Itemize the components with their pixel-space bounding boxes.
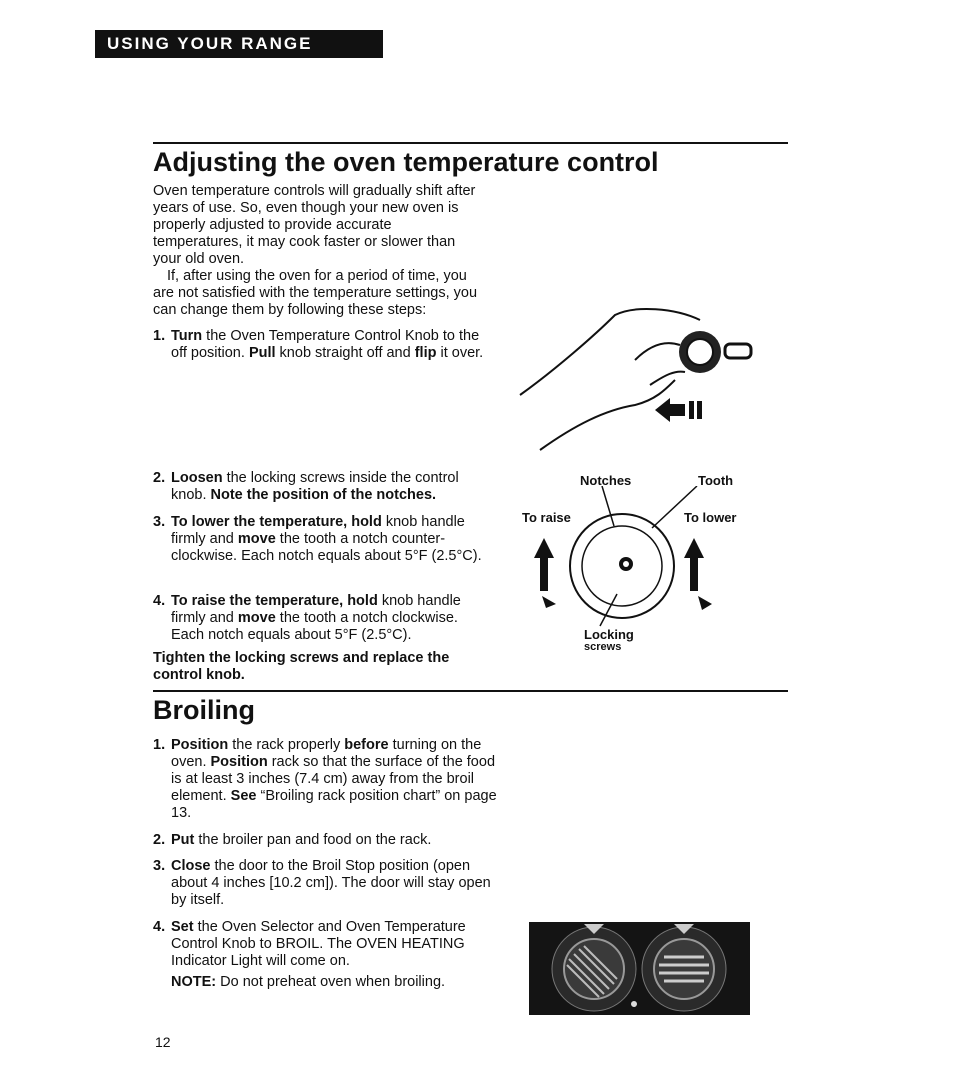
broil-step-3: 3. Close the door to the Broil Stop position (open about 4 inches [10.2 cm]). The door will stay open by itself. — [153, 858, 491, 908]
page-number: 12 — [155, 1034, 171, 1050]
oven-step-4: 4. To raise the temperature, hold knob handle firmly and move the tooth a notch clockwise. Each notch equals about 5°F (2.5°C). — [153, 593, 461, 643]
broil-step-2: 2. Put the broiler pan and food on the rack. — [153, 832, 432, 848]
step-number: 1. — [153, 737, 166, 753]
step-number: 3. — [153, 514, 166, 530]
section-title-oven-temp: Adjusting the oven temperature control — [153, 147, 659, 177]
oven-step-3: 3. To lower the temperature, hold knob handle firmly and move the tooth a notch counter-clockwise. Each notch equals about 5°F (2.5°C). — [153, 514, 482, 564]
section-divider — [153, 142, 788, 144]
broil-knobs-photo — [529, 922, 750, 1015]
section-title-broiling: Broiling — [153, 695, 255, 725]
intro-paragraph-2: If, after using the oven for a period of time, you are not satisfied with the temperature settings, you can change them by following these steps: — [153, 268, 478, 318]
section-divider — [153, 690, 788, 692]
closing-instruction: Tighten the locking screws and replace the control knob. — [153, 650, 450, 683]
hand-pulling-knob-illustration — [515, 300, 765, 455]
label-to-raise: To raise — [522, 510, 571, 525]
broil-step-4: 4. Set the Oven Selector and Oven Temperature Control Knob to BROIL. The OVEN HEATING Indicator Light will come on. — [153, 919, 466, 969]
step-number: 4. — [153, 919, 166, 935]
step-number: 2. — [153, 832, 166, 848]
knob-adjustment-diagram — [522, 486, 747, 631]
oven-step-2: 2. Loosen the locking screws inside the control knob. Note the position of the notches. — [153, 470, 459, 503]
label-screws: screws — [584, 641, 622, 653]
label-locking: Locking — [584, 627, 634, 642]
broil-step-1: 1. Position the rack properly before turning on the oven. Position rack so that the surface of the food is at least 3 inches (7.4 cm) away from the broil element. See “Broiling rack position chart” on page 13. — [153, 737, 497, 821]
broil-note: NOTE: Do not preheat oven when broiling. — [171, 974, 446, 990]
step-number: 3. — [153, 858, 166, 874]
label-tooth: Tooth — [698, 473, 734, 488]
step-number: 2. — [153, 470, 166, 486]
step-number: 4. — [153, 593, 166, 609]
oven-step-1: 1. Turn the Oven Temperature Control Knob to the off position. Pull knob straight off and flip it over. — [153, 328, 484, 361]
intro-paragraph-1: Oven temperature controls will gradually shift after years of use. So, even though your new oven is properly adjusted to provide accurate temperatures, it may cook faster or slower than your old oven. — [153, 183, 476, 267]
step-number: 1. — [153, 328, 166, 344]
label-to-lower: To lower — [684, 510, 737, 525]
section-banner: USING YOUR RANGE — [95, 30, 383, 58]
label-notches: Notches — [580, 473, 632, 488]
